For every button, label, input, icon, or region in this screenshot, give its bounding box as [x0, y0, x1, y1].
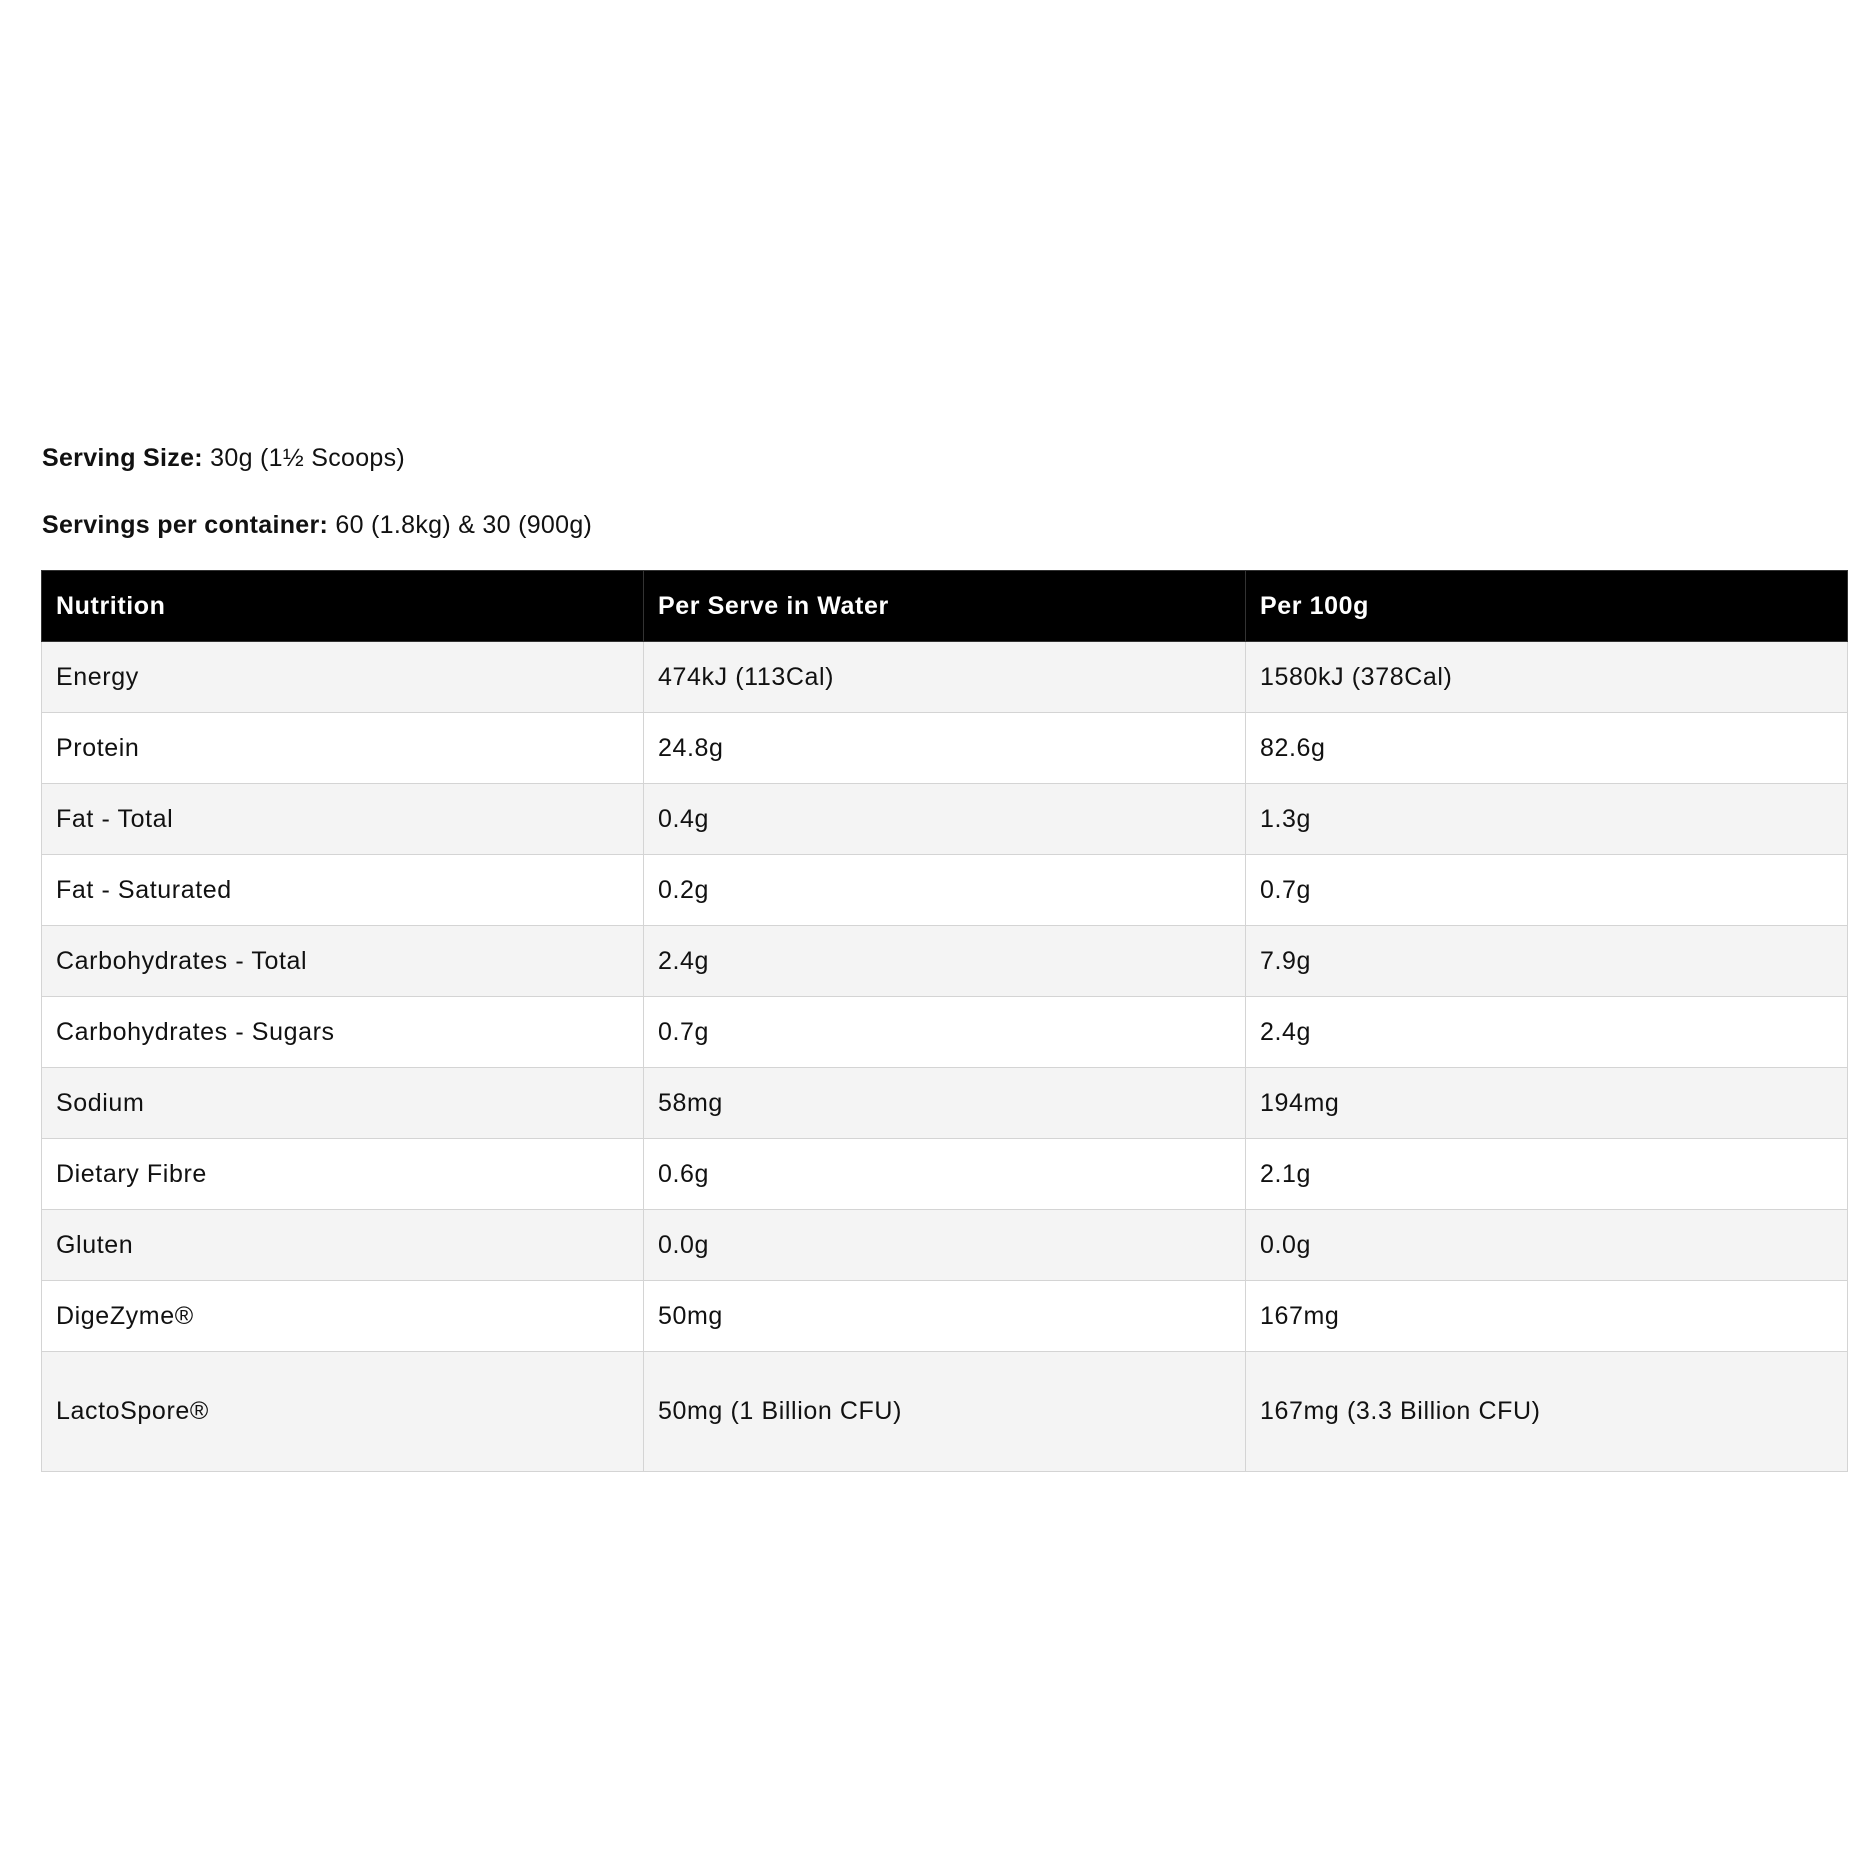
- table-row: [42, 855, 1848, 926]
- nutrient-name: LactoSpore®: [42, 1352, 644, 1472]
- per-serve-value: 0.6g: [644, 1139, 1246, 1210]
- per-serve-value: 474kJ (113Cal): [644, 642, 1246, 713]
- per-100g-value: 0.0g: [1246, 1210, 1848, 1281]
- header-per-100g: Per 100g: [1246, 571, 1848, 642]
- per-serve-value: 0.7g: [644, 997, 1246, 1068]
- table-row: [42, 926, 1848, 997]
- per-100g-value: 1580kJ (378Cal): [1246, 642, 1848, 713]
- serving-size-label: Serving Size:: [42, 444, 203, 472]
- per-100g-value: 167mg (3.3 Billion CFU): [1246, 1352, 1848, 1472]
- per-serve-value: 0.2g: [644, 855, 1246, 926]
- nutrient-name: Protein: [42, 713, 644, 784]
- table-row: [42, 713, 1848, 784]
- per-100g-value: 2.1g: [1246, 1139, 1848, 1210]
- table-row: [42, 1068, 1848, 1139]
- nutrient-name: Energy: [42, 642, 644, 713]
- per-serve-value: 58mg: [644, 1068, 1246, 1139]
- per-serve-value: 50mg: [644, 1281, 1246, 1352]
- nutrient-name: Carbohydrates - Sugars: [42, 997, 644, 1068]
- per-100g-value: 2.4g: [1246, 997, 1848, 1068]
- nutrition-table: [41, 570, 1848, 1472]
- per-100g-value: 1.3g: [1246, 784, 1848, 855]
- header-per-serve: Per Serve in Water: [644, 571, 1246, 642]
- per-serve-value: 0.4g: [644, 784, 1246, 855]
- nutrient-name: Fat - Saturated: [42, 855, 644, 926]
- table-row: [42, 997, 1848, 1068]
- table-row: [42, 642, 1848, 713]
- servings-per-container-value: 60 (1.8kg) & 30 (900g): [335, 511, 593, 539]
- table-row: [42, 1352, 1848, 1472]
- per-100g-value: 194mg: [1246, 1068, 1848, 1139]
- per-serve-value: 2.4g: [644, 926, 1246, 997]
- servings-per-container-label: Servings per container:: [42, 511, 329, 539]
- nutrient-name: Carbohydrates - Total: [42, 926, 644, 997]
- per-100g-value: 7.9g: [1246, 926, 1848, 997]
- nutrient-name: Fat - Total: [42, 784, 644, 855]
- per-100g-value: 82.6g: [1246, 713, 1848, 784]
- nutrient-name: Gluten: [42, 1210, 644, 1281]
- nutrient-name: Sodium: [42, 1068, 644, 1139]
- table-header-row: [42, 571, 1848, 642]
- per-100g-value: 0.7g: [1246, 855, 1848, 926]
- table-row: [42, 1139, 1848, 1210]
- per-serve-value: 0.0g: [644, 1210, 1246, 1281]
- header-nutrition: Nutrition: [42, 571, 644, 642]
- nutrient-name: Dietary Fibre: [42, 1139, 644, 1210]
- serving-size: [42, 443, 405, 473]
- per-serve-value: 24.8g: [644, 713, 1246, 784]
- serving-size-value: 30g (1½ Scoops): [210, 444, 406, 472]
- servings-per-container: [42, 510, 592, 540]
- table-row: [42, 784, 1848, 855]
- table-row: [42, 1210, 1848, 1281]
- per-100g-value: 167mg: [1246, 1281, 1848, 1352]
- per-serve-value: 50mg (1 Billion CFU): [644, 1352, 1246, 1472]
- table-row: [42, 1281, 1848, 1352]
- nutrient-name: DigeZyme®: [42, 1281, 644, 1352]
